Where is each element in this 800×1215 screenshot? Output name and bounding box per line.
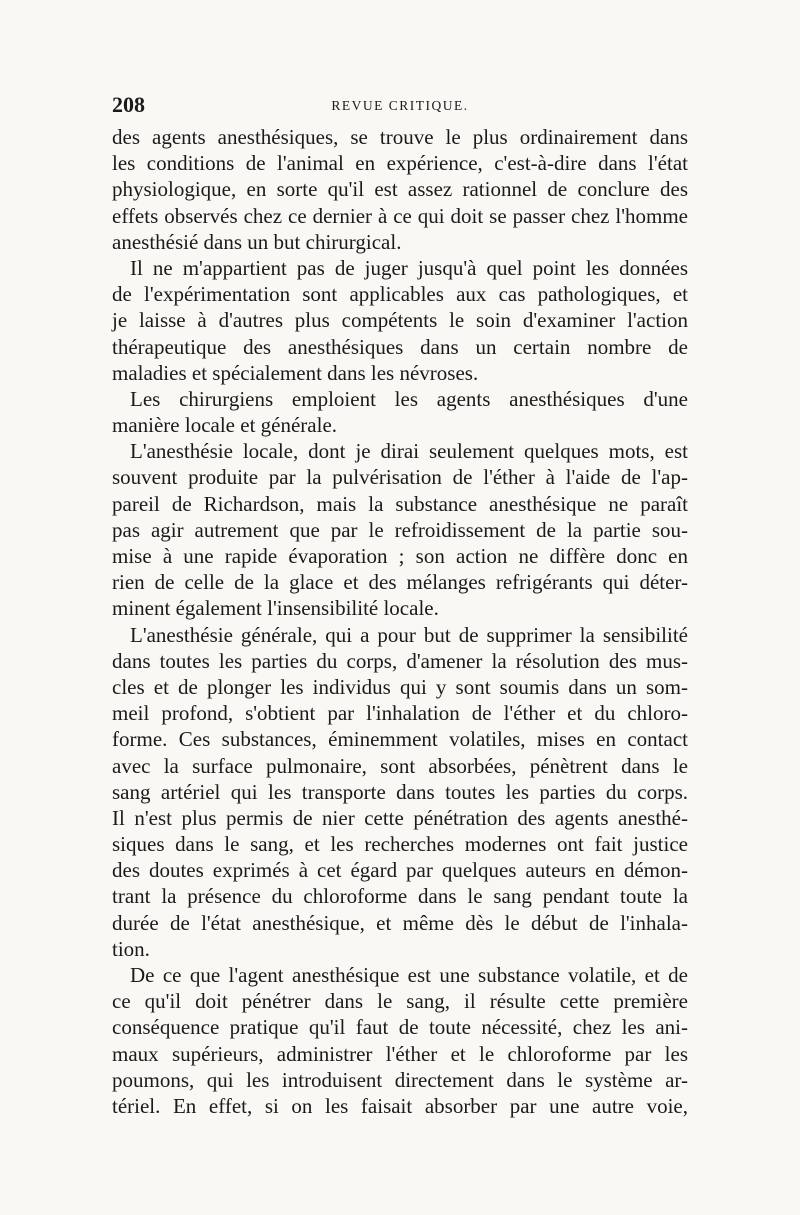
text-line: cles et de plonger les individus qui y sont soumis dans un som- (112, 674, 688, 699)
text-line: pas agir autrement que par le refroidissement de la partie sou- (112, 517, 688, 542)
text-line: poumons, qui les introduisent directement dans le système ar- (112, 1067, 688, 1092)
text-line: maladies et spécialement dans les névroses. (112, 360, 479, 385)
text-line: mise à une rapide évaporation ; son action ne diffère donc en (112, 544, 688, 568)
page-header (112, 92, 688, 124)
text-line: sang artériel qui les transporte dans toutes les parties du corps. (112, 779, 688, 804)
text-line: des doutes exprimés à cet égard par quelques auteurs en démon- (112, 858, 688, 883)
paragraph (112, 438, 688, 621)
paragraph (112, 255, 688, 386)
text-line: trant la présence du chloroforme dans le sang pendant toute la (112, 884, 688, 909)
text-line: Il ne m'appartient pas de juger jusqu'à quel point les données (130, 255, 688, 280)
text-line: Il n'est plus permis de nier cette pénétration des agents anesthé- (112, 805, 688, 830)
text-line: physiologique, en sorte qu'il est assez rationnel de conclure des (112, 177, 688, 202)
text-line: je laisse à d'autres plus compétents le soin d'examiner l'action (112, 308, 688, 333)
text-line: souvent produite par la pulvérisation de l'éther à l'aide de l'ap- (112, 465, 688, 490)
text-line: De ce que l'agent anesthésique est une substance volatile, et de (130, 963, 688, 987)
text-line: durée de l'état anesthésique, et même dès le début de l'inhala- (112, 910, 688, 935)
text-line: tion. (112, 936, 150, 961)
text-line: tériel. En effet, si on les faisait absorber par une autre voie, (112, 1093, 688, 1118)
text-line: dans toutes les parties du corps, d'amener la résolution des mus- (112, 648, 688, 673)
text-line: Les chirurgiens emploient les agents anesthésiques d'une (130, 386, 688, 411)
text-line: rien de celle de la glace et des mélanges refrigérants qui déter- (112, 570, 688, 595)
text-line: les conditions de l'animal en expérience, c'est-à-dire dans l'état (112, 151, 688, 176)
text-line: manière locale et générale. (112, 413, 338, 438)
text-line: anesthésié dans un but chirurgical. (112, 229, 402, 254)
text-line: minent également l'insensibilité locale. (112, 596, 439, 621)
text-line: avec la surface pulmonaire, sont absorbées, pénètrent dans le (112, 753, 688, 778)
text-line: siques dans le sang, et les recherches modernes ont fait justice (112, 832, 688, 857)
paragraph (112, 386, 688, 438)
text-line: conséquence pratique qu'il faut de toute nécessité, chez les ani- (112, 1015, 688, 1040)
text-line: forme. Ces substances, éminemment volatiles, mises en contact (112, 727, 688, 752)
text-line: de l'expérimentation sont applicables aux cas pathologiques, et (112, 282, 688, 307)
page-number: 208 (112, 92, 145, 117)
text-line: maux supérieurs, administrer l'éther et le chloroforme par les (112, 1041, 688, 1066)
text-line: meil profond, s'obtient par l'inhalation de l'éther et du chloro- (112, 701, 688, 726)
text-line: des agents anesthésiques, se trouve le plus ordinairement dans (112, 125, 688, 149)
body-text (112, 124, 688, 1119)
paragraph (112, 962, 688, 1119)
text-line: thérapeutique des anesthésiques dans un certain nombre de (112, 334, 688, 359)
text-line: L'anesthésie générale, qui a pour but de supprimer la sensibilité (130, 622, 688, 647)
running-head: REVUE CRITIQUE. (331, 98, 469, 113)
page (112, 92, 688, 1119)
text-line: ce qu'il doit pénétrer dans le sang, il résulte cette première (112, 989, 688, 1014)
paragraph (112, 124, 688, 255)
text-line: L'anesthésie locale, dont je dirai seulement quelques mots, est (130, 439, 688, 464)
text-line: effets observés chez ce dernier à ce qui doit se passer chez l'homme (112, 203, 688, 228)
text-line: pareil de Richardson, mais la substance anesthésique ne paraît (112, 491, 688, 516)
paragraph (112, 622, 688, 962)
